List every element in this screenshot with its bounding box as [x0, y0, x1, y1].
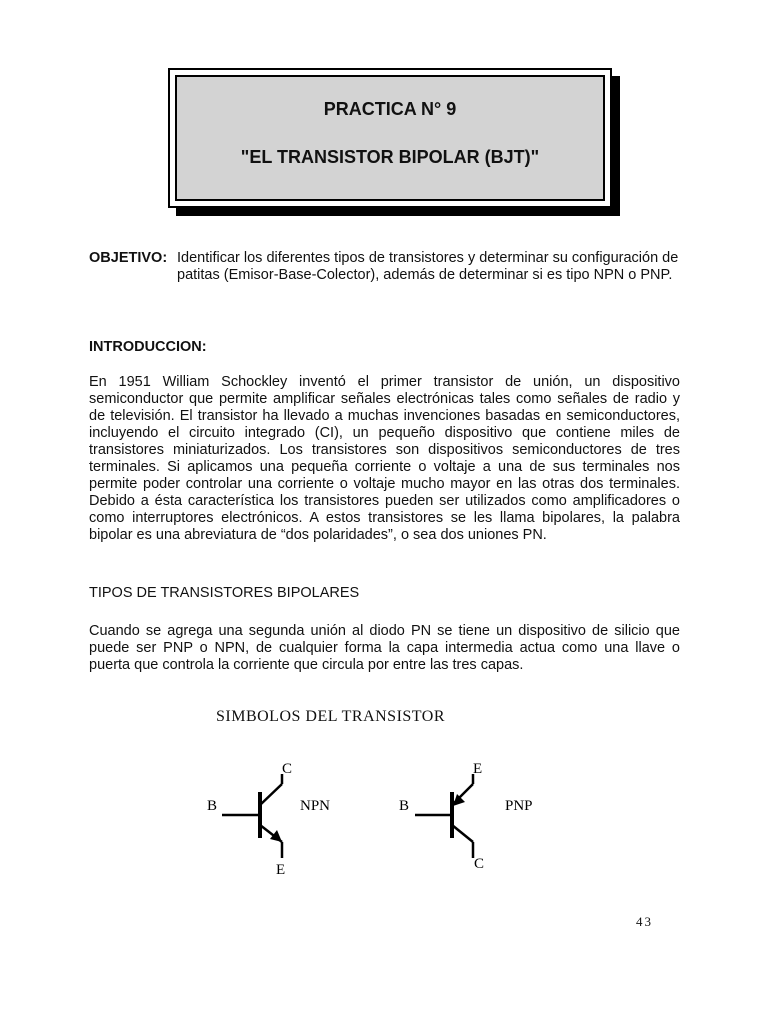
objective-text: Identificar los diferentes tipos de transistores y determinar su configuración de patitas (Emisor-Base-Colector), además de determinar si es tipo NPN o PNP. — [177, 250, 679, 283]
pnp-collector-lead — [452, 825, 473, 842]
symbols-title: SIMBOLOS DEL TRANSISTOR — [216, 708, 446, 725]
title-box — [168, 68, 612, 208]
introduction-heading: INTRODUCCION: — [89, 339, 207, 355]
types-text: Cuando se agrega una segunda unión al diodo PN se tiene un dispositivo de silicio que puede ser PNP o NPN, de cualquier forma la capa intermedia actua como una llave o puerta que controla la corriente que circula por entre las tres capas. — [89, 623, 680, 673]
pnp-base-label: B — [399, 798, 410, 814]
transistor-symbols-diagram — [190, 750, 570, 890]
pnp-emitter-label: E — [473, 761, 483, 777]
title-box-inner — [175, 75, 605, 201]
npn-emitter-label: E — [276, 862, 286, 878]
npn-collector-lead — [260, 784, 282, 805]
npn-emitter-arrow — [270, 830, 282, 842]
npn-base-label: B — [207, 798, 218, 814]
npn-symbol — [222, 774, 282, 858]
page-number: 43 — [636, 914, 653, 929]
practice-subtitle: "EL TRANSISTOR BIPOLAR (BJT)" — [240, 147, 540, 167]
pnp-emitter-arrow — [453, 794, 465, 806]
objective-label: OBJETIVO: — [89, 250, 168, 266]
pnp-collector-label: C — [474, 856, 485, 872]
practice-title: PRACTICA N° 9 — [323, 99, 457, 119]
pnp-type-label: PNP — [505, 798, 533, 814]
npn-collector-label: C — [282, 761, 293, 777]
npn-type-label: NPN — [300, 798, 331, 814]
introduction-text: En 1951 William Schockley inventó el primer transistor de unión, un dispositivo semiconductor que permite amplificar señales electrónicas tales como señales de radio y de televisión. El transistor ha llevado a muchas invenciones basadas en semiconductores, incluyendo el circuito integrado (CI), un pequeño dispositivo que contiene miles de transistores miniaturizados. Los transistores son dispositivos semiconductores de tres terminales. Si aplicamos una pequeña corriente o voltaje a una de sus terminales nos permite poder controlar una corriente o voltaje mucho mayor en las otras dos terminales. Debido a ésta característica los transistores pueden ser utilizados como amplificadores o como interruptores electrónicos. A estos transistores se les llama bipolares, la palabra bipolar es una abreviatura de “dos polaridades”, o sea dos uniones PN. — [89, 374, 680, 543]
types-heading: TIPOS DE TRANSISTORES BIPOLARES — [89, 585, 360, 601]
pnp-symbol — [415, 774, 473, 858]
